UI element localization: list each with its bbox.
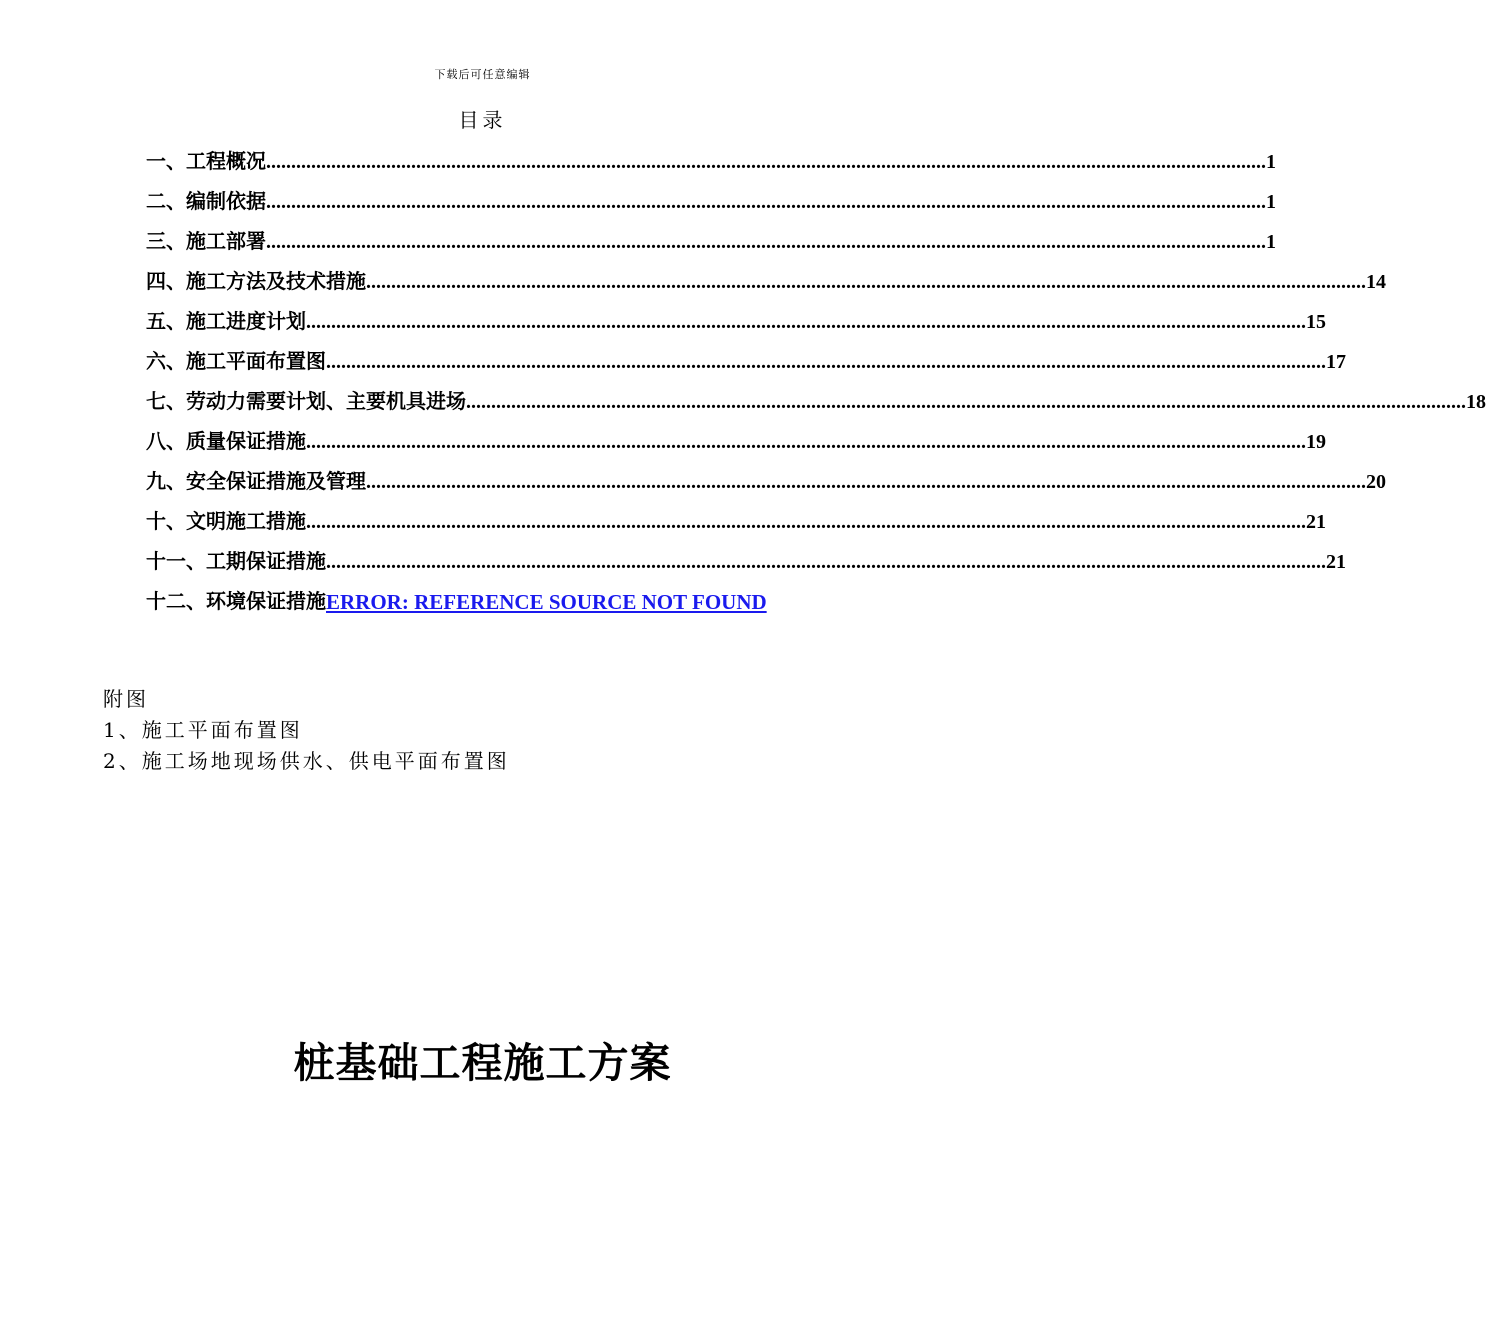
toc-entry-label: 二、编制依据 <box>146 191 266 213</box>
toc-entry[interactable] <box>146 382 1486 422</box>
toc-entry[interactable] <box>146 502 1326 542</box>
toc-dot-leader: ........................................................................................................................................................................................................ <box>466 391 1466 413</box>
toc-entry-label: 六、施工平面布置图 <box>146 351 326 373</box>
toc-page-number: 19 <box>1306 431 1326 453</box>
toc-dot-leader: ........................................................................................................................................................................................................ <box>266 151 1266 173</box>
toc-entry[interactable] <box>146 262 1386 302</box>
header-note: 下载后可任意编辑 <box>434 68 531 81</box>
toc-entry[interactable] <box>146 422 1326 462</box>
toc-entry[interactable] <box>146 462 1386 502</box>
appendix-heading: 附图 <box>103 687 149 711</box>
toc-page-number: 1 <box>1266 191 1276 213</box>
toc-dot-leader: ........................................................................................................................................................................................................ <box>306 311 1306 333</box>
toc-entry[interactable] <box>146 142 1276 182</box>
toc-entry-label: 九、安全保证措施及管理 <box>146 471 366 493</box>
toc-dot-leader: ........................................................................................................................................................................................................ <box>326 551 1326 573</box>
toc-dot-leader: ........................................................................................................................................................................................................ <box>306 511 1306 533</box>
toc-page-number: 1 <box>1266 151 1276 173</box>
appendix-item: 2、施工场地现场供水、供电平面布置图 <box>103 749 510 773</box>
toc-entry[interactable] <box>146 342 1346 382</box>
toc-dot-leader: ........................................................................................................................................................................................................ <box>326 351 1326 373</box>
toc-dot-leader: ........................................................................................................................................................................................................ <box>306 431 1306 453</box>
toc-entry-label: 三、施工部署 <box>146 231 266 253</box>
toc-page-number: 17 <box>1326 351 1346 373</box>
toc-entry-label: 八、质量保证措施 <box>146 431 306 453</box>
toc-reference-error-link[interactable]: ERROR: REFERENCE SOURCE NOT FOUND <box>326 589 767 614</box>
toc-title: 目录 <box>458 108 507 132</box>
toc-entry[interactable] <box>146 222 1276 262</box>
toc-entry[interactable] <box>146 302 1326 342</box>
toc-entry-label: 十一、工期保证措施 <box>146 551 326 573</box>
toc-page-number: 21 <box>1306 511 1326 533</box>
toc-page-number: 20 <box>1366 471 1386 493</box>
toc-dot-leader: ........................................................................................................................................................................................................ <box>266 231 1266 253</box>
toc-page-number: 1 <box>1266 231 1276 253</box>
document-title: 桩基础工程施工方案 <box>293 1039 672 1087</box>
toc-dot-leader: ........................................................................................................................................................................................................ <box>366 271 1366 293</box>
appendix-item: 1、施工平面布置图 <box>103 718 303 742</box>
toc-entry-label: 一、工程概况 <box>146 151 266 173</box>
toc-entry-label: 十二、环境保证措施 <box>146 591 326 613</box>
toc-entry-label: 十、文明施工措施 <box>146 511 306 533</box>
toc-entry[interactable] <box>146 182 1276 222</box>
toc-entry-label: 七、劳动力需要计划、主要机具进场 <box>146 391 466 413</box>
toc-page-number: 15 <box>1306 311 1326 333</box>
toc-page-number: 18 <box>1466 391 1486 413</box>
toc-page-number: 21 <box>1326 551 1346 573</box>
table-of-contents <box>146 142 1486 622</box>
toc-dot-leader: ........................................................................................................................................................................................................ <box>366 471 1366 493</box>
toc-entry[interactable] <box>146 542 1346 582</box>
toc-entry[interactable] <box>146 582 767 622</box>
toc-page-number: 14 <box>1366 271 1386 293</box>
toc-entry-label: 四、施工方法及技术措施 <box>146 271 366 293</box>
toc-dot-leader: ........................................................................................................................................................................................................ <box>266 191 1266 213</box>
appendix <box>103 684 510 777</box>
toc-entry-label: 五、施工进度计划 <box>146 311 306 333</box>
